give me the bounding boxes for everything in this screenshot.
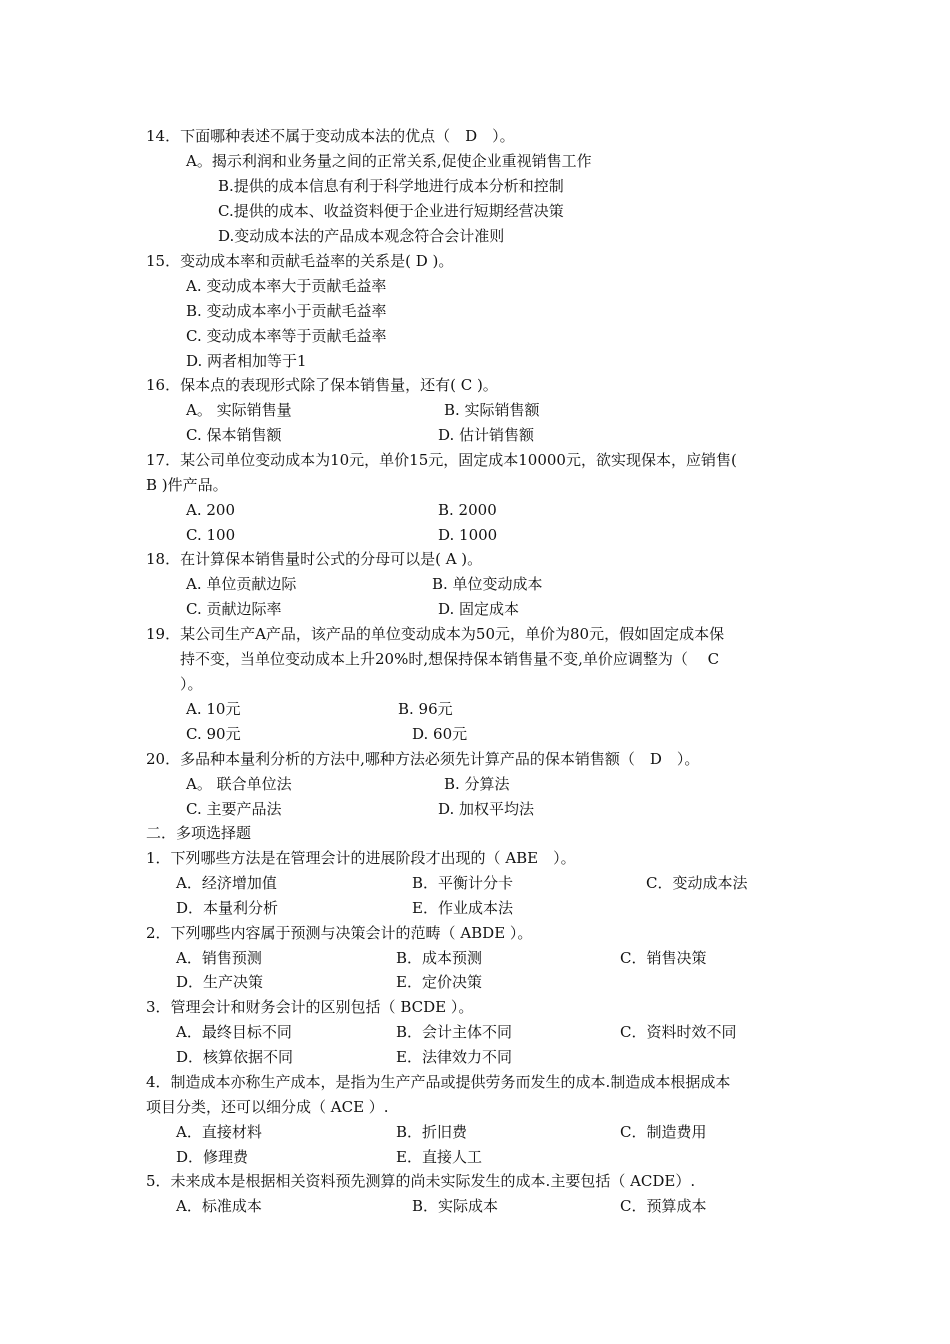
answer-option: D. 估计销售额 bbox=[438, 426, 535, 444]
answer-option: A。 实际销售量 bbox=[186, 401, 292, 419]
answer-option: E．作业成本法 bbox=[412, 899, 513, 917]
text-line: 15．变动成本率和贡献毛益率的关系是( D )。 bbox=[146, 252, 454, 270]
answer-option: A．标准成本 bbox=[176, 1197, 262, 1215]
answer-option: E．直接人工 bbox=[396, 1148, 482, 1166]
text-line: 2．下列哪些内容属于预测与决策会计的范畴（ ABDE ）。 bbox=[146, 924, 533, 942]
answer-option: B．会计主体不同 bbox=[396, 1023, 513, 1041]
text-line: B.提供的成本信息有利于科学地进行成本分析和控制 bbox=[218, 177, 564, 195]
answer-option: C. 保本销售额 bbox=[186, 426, 282, 444]
answer-option: A．经济增加值 bbox=[176, 874, 277, 892]
answer-option: B. 分算法 bbox=[444, 775, 510, 793]
answer-option: D．修理费 bbox=[176, 1148, 249, 1166]
answer-option: B. 96元 bbox=[398, 700, 453, 718]
text-line: D. 两者相加等于1 bbox=[186, 352, 307, 370]
answer-option: C. 100 bbox=[186, 526, 236, 544]
answer-option: C．变动成本法 bbox=[646, 874, 748, 892]
answer-option: B．折旧费 bbox=[396, 1123, 468, 1141]
answer-option: B. 实际销售额 bbox=[444, 401, 540, 419]
text-line: C. 变动成本率等于贡献毛益率 bbox=[186, 327, 387, 345]
answer-option: C．预算成本 bbox=[620, 1197, 707, 1215]
answer-option: D．生产决策 bbox=[176, 973, 264, 991]
answer-option: C. 贡献边际率 bbox=[186, 600, 282, 618]
answer-option: D. 1000 bbox=[438, 526, 498, 544]
text-line: 14．下面哪种表述不属于变动成本法的优点（ D ）。 bbox=[146, 127, 515, 145]
answer-option: C．销售决策 bbox=[620, 949, 707, 967]
answer-option: C．资料时效不同 bbox=[620, 1023, 737, 1041]
text-line: B )件产品。 bbox=[146, 476, 228, 494]
answer-option: C．制造费用 bbox=[620, 1123, 707, 1141]
text-line: 持不变，当单位变动成本上升20%时,想保持保本销售量不变,单价应调整为（ C bbox=[180, 650, 720, 668]
text-line: B. 变动成本率小于贡献毛益率 bbox=[186, 302, 387, 320]
answer-option: B. 单位变动成本 bbox=[432, 575, 543, 593]
answer-option: D．本量利分析 bbox=[176, 899, 279, 917]
text-line: A. 变动成本率大于贡献毛益率 bbox=[186, 277, 387, 295]
text-line: 二．多项选择题 bbox=[146, 824, 252, 842]
answer-option: A。 联合单位法 bbox=[186, 775, 292, 793]
answer-option: A．直接材料 bbox=[176, 1123, 262, 1141]
text-line: C.提供的成本、收益资料便于企业进行短期经营决策 bbox=[218, 202, 564, 220]
answer-option: A．最终目标不同 bbox=[176, 1023, 292, 1041]
answer-option: D. 60元 bbox=[412, 725, 468, 743]
text-line: 16．保本点的表现形式除了保本销售量，还有( C )。 bbox=[146, 376, 498, 394]
text-line: ）。 bbox=[180, 675, 203, 693]
answer-option: A. 200 bbox=[186, 501, 235, 519]
text-line: 19．某公司生产A产品，该产品的单位变动成本为50元，单价为80元，假如固定成本保 bbox=[146, 625, 725, 643]
text-line: 20．多品种本量利分析的方法中,哪种方法必须先计算产品的保本销售额（ D ）。 bbox=[146, 750, 700, 768]
answer-option: A．销售预测 bbox=[176, 949, 262, 967]
answer-option: D．核算依据不同 bbox=[176, 1048, 294, 1066]
answer-option: B．成本预测 bbox=[396, 949, 483, 967]
answer-option: D. 固定成本 bbox=[438, 600, 520, 618]
answer-option: D. 加权平均法 bbox=[438, 800, 535, 818]
answer-option: C. 90元 bbox=[186, 725, 241, 743]
answer-option: A. 单位贡献边际 bbox=[186, 575, 297, 593]
text-line: 3．管理会计和财务会计的区别包括（ BCDE ）。 bbox=[146, 998, 474, 1016]
answer-option: A. 10元 bbox=[186, 700, 241, 718]
text-line: D.变动成本法的产品成本观念符合会计准则 bbox=[218, 227, 505, 245]
answer-option: E．定价决策 bbox=[396, 973, 482, 991]
text-line: 项目分类，还可以细分成（ ACE ）. bbox=[146, 1098, 389, 1116]
answer-option: C. 主要产品法 bbox=[186, 800, 282, 818]
text-line: 4．制造成本亦称生产成本，是指为生产产品或提供劳务而发生的成本.制造成本根据成本 bbox=[146, 1073, 731, 1091]
answer-option: B. 2000 bbox=[438, 501, 497, 519]
answer-option: B．实际成本 bbox=[412, 1197, 499, 1215]
text-line: 18．在计算保本销售量时公式的分母可以是( A )。 bbox=[146, 550, 483, 568]
answer-option: E．法律效力不同 bbox=[396, 1048, 512, 1066]
answer-option: B．平衡计分卡 bbox=[412, 874, 514, 892]
text-line: A。揭示利润和业务量之间的正常关系,促使企业重视销售工作 bbox=[186, 152, 592, 170]
text-line: 1．下列哪些方法是在管理会计的进展阶段才出现的（ ABE ）。 bbox=[146, 849, 576, 867]
text-line: 17．某公司单位变动成本为10元，单价15元，固定成本10000元，欲实现保本，应销售( bbox=[146, 451, 737, 469]
text-line: 5．未来成本是根据相关资料预先测算的尚未实际发生的成本.主要包括（ ACDE）. bbox=[146, 1172, 696, 1190]
